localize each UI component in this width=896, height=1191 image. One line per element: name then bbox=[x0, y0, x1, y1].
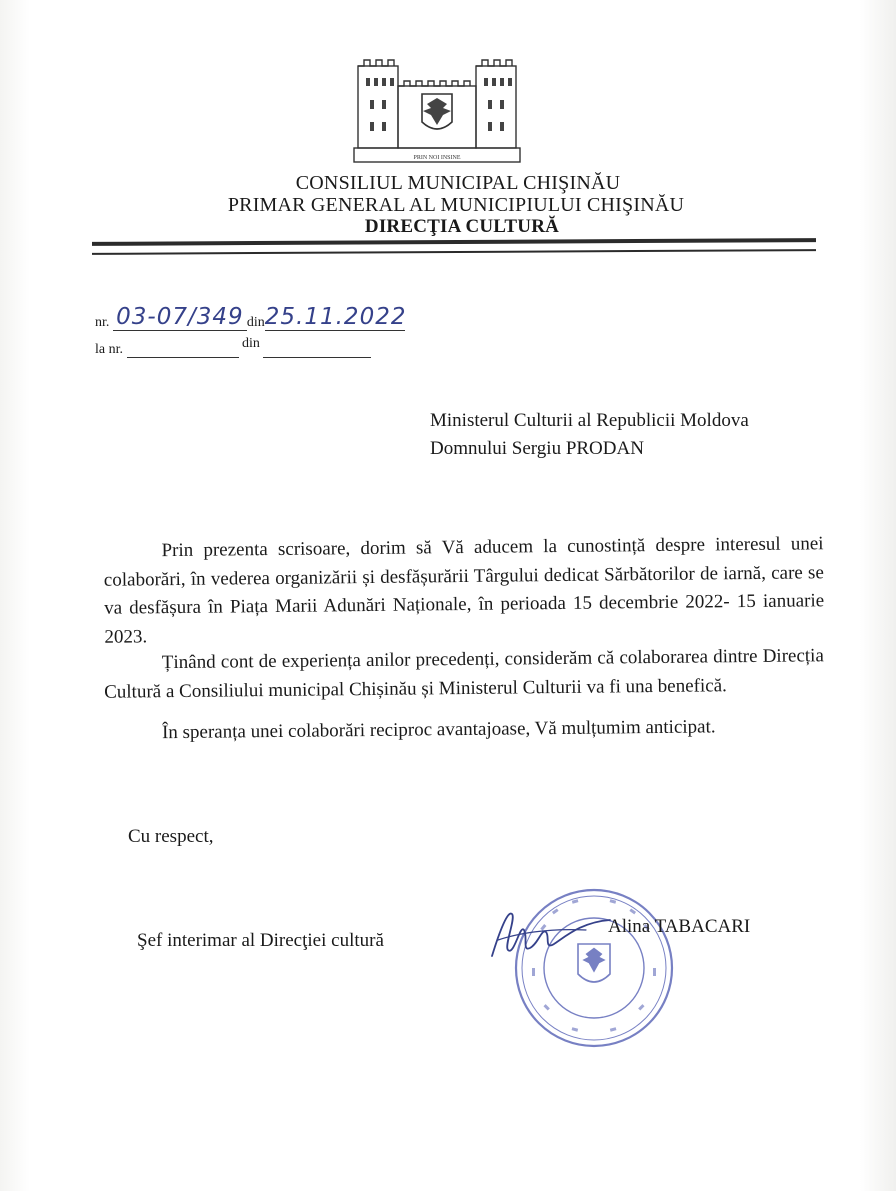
signer-name: Alina TABACARI bbox=[608, 916, 751, 937]
recipient-person: Domnului Sergiu PRODAN bbox=[430, 438, 644, 459]
recipient-ministry: Ministerul Culturii al Republicii Moldova bbox=[430, 410, 749, 431]
chisinau-crest-icon bbox=[352, 56, 522, 166]
din-label: din bbox=[246, 315, 265, 330]
la-nr-label: la nr. bbox=[95, 342, 123, 357]
din-value: 25.11.2022 bbox=[264, 304, 407, 330]
body-paragraph-1 bbox=[103, 530, 824, 652]
body-paragraph-2-text: Ținând cont de experiența anilor precedenți, considerăm că colaborarea dintre Direcția Cultură a Consiliului municipal Chișinău și Ministerul Culturii va fi una benefică. bbox=[104, 645, 824, 703]
body-paragraph-1-text: Prin prezenta scrisoare, dorim să Vă aducem la cunostință despre interesul unei colaborări, în vederea organizării și desfășurării Târgului dedicat Sărbătorilor de iarnă, care se va desfășura în Piața Marii Adunări Naționale, în perioada 15 decembrie 2022- 15 ianuarie 2023. bbox=[103, 533, 825, 648]
crest-motto: PRIN NOI INSINE bbox=[413, 155, 461, 161]
nr-label: nr. bbox=[95, 315, 110, 330]
handwritten-signature-icon bbox=[486, 900, 616, 970]
header-council: CONSILIUL MUNICIPAL CHIŞINĂU bbox=[295, 172, 621, 194]
din2-label: din bbox=[242, 336, 260, 351]
header-rule-thick bbox=[92, 238, 816, 246]
header-directorate: DIRECŢIA CULTURĂ bbox=[364, 216, 560, 237]
signer-title: Şef interimar al Direcţiei cultură bbox=[137, 930, 384, 951]
closing-salutation: Cu respect, bbox=[128, 826, 214, 847]
reference-number-row bbox=[95, 304, 405, 331]
nr-value: 03-07/349 bbox=[116, 304, 244, 330]
body-paragraph-2 bbox=[104, 642, 825, 707]
reply-reference-row bbox=[95, 336, 371, 358]
header-mayor: PRIMAR GENERAL AL MUNICIPIULUI CHIŞINĂU bbox=[227, 194, 685, 216]
body-paragraph-3-text: În speranța unei colaborări reciproc avantajoase, Vă mulțumim anticipat. bbox=[161, 716, 716, 744]
header-rule-thin bbox=[92, 249, 816, 255]
body-paragraph-3 bbox=[104, 712, 824, 748]
